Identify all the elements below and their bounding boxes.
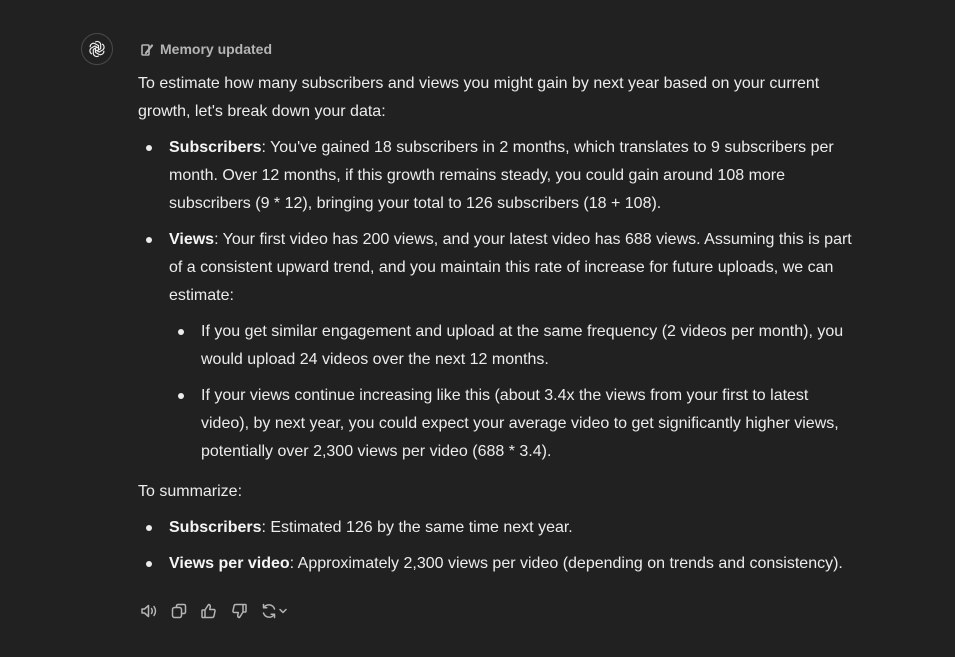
summary-text: : Estimated 126 by the same time next year. — [261, 519, 573, 536]
copy-button[interactable] — [169, 601, 189, 621]
points-list — [138, 134, 858, 466]
list-item — [138, 550, 858, 578]
list-item — [138, 514, 858, 542]
read-aloud-button[interactable] — [139, 601, 159, 621]
regenerate-icon — [260, 602, 278, 620]
list-item — [138, 134, 858, 218]
summary-heading: To summarize: — [138, 483, 243, 500]
subpoint-text: If your views continue increasing like this (about 3.4x the views from your first to latest video), by next year, you could expect your average video to get significantly higher views, potentially over 2,300 views per video (688 * 3.4). — [201, 387, 839, 460]
list-item — [169, 318, 858, 374]
summary-text: : Approximately 2,300 views per video (depending on trends and consistency). — [289, 555, 843, 572]
copy-icon — [170, 602, 188, 620]
subpoints-list — [169, 318, 858, 466]
chevron-down-icon — [278, 606, 288, 616]
thumbs-up-button[interactable] — [199, 601, 219, 621]
summary-list — [138, 514, 858, 578]
thumbs-up-icon — [200, 602, 218, 620]
point-label: Subscribers — [169, 139, 262, 156]
memory-updated-label: Memory updated — [160, 41, 273, 57]
point-text: : Your first video has 200 views, and your latest video has 688 views. Assuming this is part of a consistent upward trend, and you maintain this rate of increase for future uploads, we can estimate: — [169, 231, 852, 304]
openai-logo-icon — [87, 39, 107, 59]
subpoint-text: If you get similar engagement and upload at the same frequency (2 videos per month), you would upload 24 videos over the next 12 months. — [201, 323, 844, 368]
summary-label: Views per video — [169, 555, 290, 572]
thumbs-down-button[interactable] — [229, 601, 249, 621]
memory-updated-indicator[interactable] — [141, 40, 272, 58]
assistant-message — [138, 70, 858, 586]
assistant-avatar — [81, 33, 113, 65]
list-item — [138, 226, 858, 466]
thumbs-down-icon — [230, 602, 248, 620]
list-item — [169, 382, 858, 466]
point-label: Views — [169, 231, 215, 248]
read-aloud-icon — [140, 602, 159, 620]
point-text: : You've gained 18 subscribers in 2 months, which translates to 9 subscribers per month. Over 12 months, if this growth remains steady, you could gain around 108 more subscribers (9 * 12), bringing your total to 126 subscribers (18 + 108). — [169, 139, 834, 212]
intro-paragraph: To estimate how many subscribers and views you might gain by next year based on your current growth, let's break down your data: — [138, 75, 820, 120]
summary-label: Subscribers — [169, 519, 262, 536]
memory-icon — [141, 43, 154, 56]
message-actions — [139, 600, 289, 622]
regenerate-button[interactable] — [259, 601, 289, 621]
